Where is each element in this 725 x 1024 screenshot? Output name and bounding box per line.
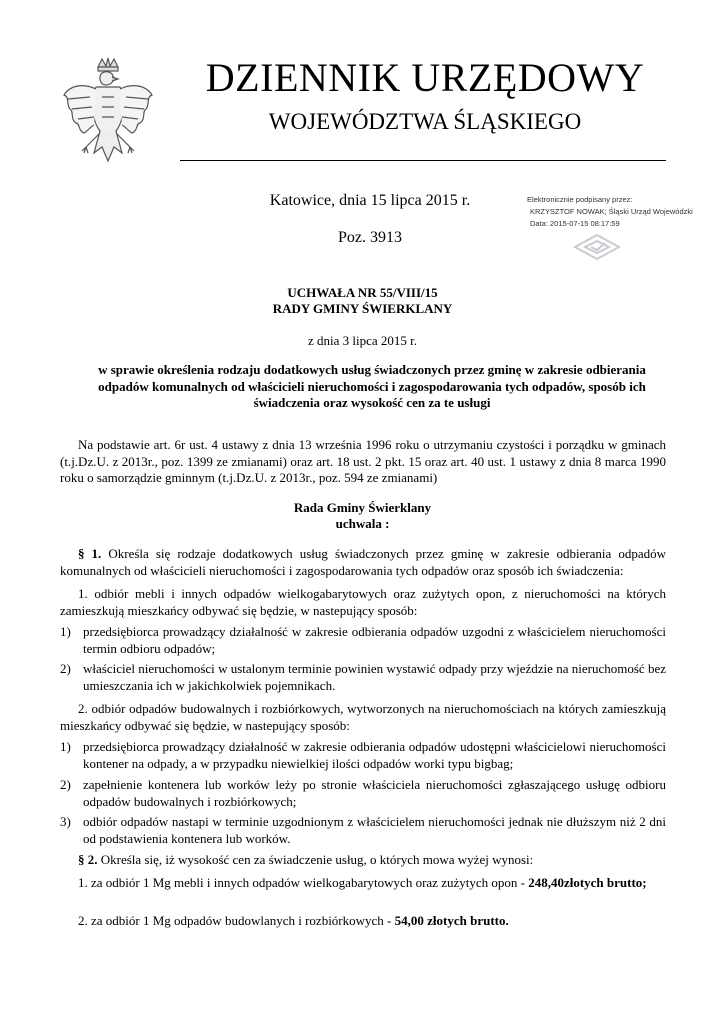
list-item xyxy=(60,777,666,810)
list-item-text: odbiór odpadów nastapi w terminie uzgodnionym z właścicielem nieruchomości jednak nie dłuższym niż 2 dni od podstawienia kontenera lub worków. xyxy=(83,814,666,846)
list-item-text: zapełnienie kontenera lub worków leży po stronie właściciela nieruchomości zgłaszającego usługę odbioru odpadów budowalnych i rozbiórkowych; xyxy=(83,777,666,809)
section-1-mark: § 1. xyxy=(78,546,102,561)
resolution-title-line2: RADY GMINY ŚWIERKLANY xyxy=(272,301,453,316)
header-divider xyxy=(180,160,666,161)
price-2 xyxy=(60,913,666,930)
legal-basis: Na podstawie art. 6r ust. 4 ustawy z dnia 13 września 1996 roku o utrzymaniu czystości i porządku w gminach (t.j.Dz.U. z 2013r., poz. 1399 ze zmianami) oraz art. 18 ust. 2 pkt. 15 oraz art. 40 ust. 1 ustawy z dnia 8 marca 1990 roku o samorządzie gminnym (t.j.Dz.U. z 2013r., poz. 594 ze zmianami) xyxy=(60,437,666,485)
signature-date: Data: 2015-07-15 08:17:59 xyxy=(530,219,620,228)
price-2-text: 2. za odbiór 1 Mg odpadów budowlanych i rozbiórkowych - xyxy=(78,913,392,928)
council-decides: uchwala : xyxy=(335,516,390,531)
list-item xyxy=(60,624,666,657)
section-1 xyxy=(60,546,666,579)
resolution-subject: w sprawie określenia rodzaju dodatkowych usług świadczonych przez gminę w zakresie odbierania odpadów komunalnych od właścicieli nieruchomości i zagospodarowania tych odpadów, sposób ich świadczenia oraz wysokość cen za te usługi xyxy=(98,362,646,410)
list-item-number: 1) xyxy=(60,624,71,639)
eagle-emblem-icon xyxy=(60,57,156,169)
place-date: Katowice, dnia 15 lipca 2015 r. xyxy=(269,192,471,209)
list-item-text: właściciel nieruchomości w ustalonym terminie powinien wystawić odpady przy wjeździe na nieruchomość bez umieszczania ich w jakichkolwiek pojemnikach. xyxy=(83,661,666,693)
list-item-text: przedsiębiorca prowadzący działalność w zakresie odbierania odpadów uzgodni z właścicielem nieruchomości termin odbioru odpadów; xyxy=(83,624,666,656)
council-heading xyxy=(0,500,725,532)
list-item-number: 1) xyxy=(60,739,71,754)
point-1: 1. odbiór mebli i innych odpadów wielkogabarytowych oraz zużytych opon, z nieruchomości na których zamieszkują mieszkańcy odbywać się będzie, w nastepujący sposób: xyxy=(60,586,666,618)
list-item xyxy=(60,739,666,772)
price-1 xyxy=(60,875,666,892)
resolution-date: z dnia 3 lipca 2015 r. xyxy=(307,333,418,348)
electronic-signature[interactable] xyxy=(527,194,697,230)
position-number: Poz. 3913 xyxy=(338,229,402,246)
price-1-text: 1. za odbiór 1 Mg mebli i innych odpadów wielkogabarytowych oraz zużytych opon - xyxy=(78,875,525,890)
list-item xyxy=(60,661,666,694)
signature-signer: KRZYSZTOF NOWAK; Śląski Urząd Wojewódzki xyxy=(530,207,693,216)
resolution-title xyxy=(0,285,725,317)
resolution-title-line1: UCHWAŁA NR 55/VIII/15 xyxy=(287,285,438,300)
council-name: Rada Gminy Świerklany xyxy=(293,500,432,515)
journal-title: DZIENNIK URZĘDOWY xyxy=(205,55,645,100)
point-2: 2. odbiór odpadów budowalnych i rozbiórkowych, wytworzonych na nieruchomościach na których zamieszkują mieszkańcy odbywać się będzie, w nastepujący sposób: xyxy=(60,701,666,733)
section-2-mark: § 2. xyxy=(78,852,98,867)
section-2 xyxy=(60,852,666,869)
list-item-number: 2) xyxy=(60,777,71,792)
list-item-text: przedsiębiorca prowadzący działalność w zakresie odbierania odpadów udostępni właścicielowi nieruchomości kontener na odpady, a w przypadku niewielkiej ilości odpadów worki typu bigbag; xyxy=(83,739,666,771)
list-item-number: 2) xyxy=(60,661,71,676)
section-1-text: Określa się rodzaje dodatkowych usług świadczonych przez gminę w zakresie odbierania odpadów komunalnych od właścicieli nieruchomości i zagospodarowania tych odpadów oraz sposób ich świadczenia: xyxy=(60,546,667,578)
price-2-value: 54,00 złotych brutto. xyxy=(394,913,509,928)
section-2-text: Określa się, iż wysokość cen za świadczenie usług, o których mowa wyżej wynosi: xyxy=(100,852,534,867)
signature-label: Elektronicznie podpisany przez: xyxy=(527,195,633,204)
list-item-number: 3) xyxy=(60,814,71,829)
list-item xyxy=(60,814,666,847)
journal-subtitle: WOJEWÓDZTWA ŚLĄSKIEGO xyxy=(268,109,582,134)
price-1-value: 248,40złotych brutto; xyxy=(528,875,647,890)
signature-check-icon xyxy=(571,232,623,262)
